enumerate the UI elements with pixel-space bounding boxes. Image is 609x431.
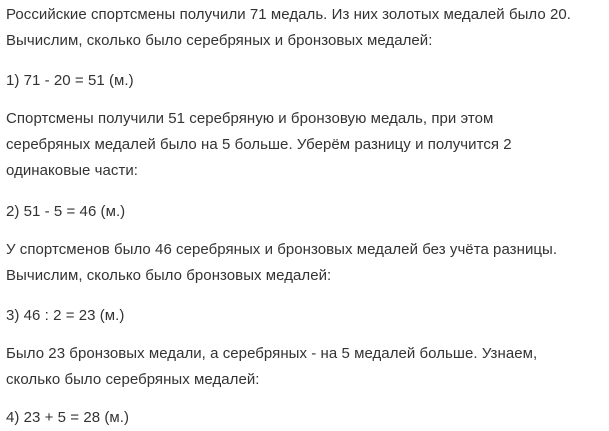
text-line: У спортсменов было 46 серебряных и бронзовых медалей без учёта разницы. <box>6 241 558 258</box>
text-line: сколько было серебряных медалей: <box>6 371 260 388</box>
text-line: одинаковые части: <box>6 162 139 179</box>
text-line: Вычислим, сколько было серебряных и бронзовых медалей: <box>6 32 433 49</box>
step-3-equation: 3) 46 : 2 = 23 (м.) <box>6 307 125 324</box>
explanation-paragraph-3 <box>6 237 557 289</box>
explanation-paragraph-2 <box>6 106 512 184</box>
step-4-equation: 4) 23 + 5 = 28 (м.) <box>6 409 129 426</box>
text-line: Спортсмены получили 51 серебряную и бронзовую медаль, при этом <box>6 110 494 127</box>
text-line: Российские спортсмены получили 71 медаль. Из них золотых медалей было 20. <box>6 6 572 23</box>
step-2-equation: 2) 51 - 5 = 46 (м.) <box>6 203 126 220</box>
step-1-equation: 1) 71 - 20 = 51 (м.) <box>6 72 134 89</box>
text-line: Было 23 бронзовых медали, а серебряных - на 5 медалей больше. Узнаем, <box>6 345 538 362</box>
intro-paragraph <box>6 2 571 54</box>
explanation-paragraph-4 <box>6 341 537 393</box>
text-line: серебряных медалей было на 5 больше. Уберём разницу и получится 2 <box>6 136 512 153</box>
text-line: Вычислим, сколько было бронзовых медалей: <box>6 267 332 284</box>
